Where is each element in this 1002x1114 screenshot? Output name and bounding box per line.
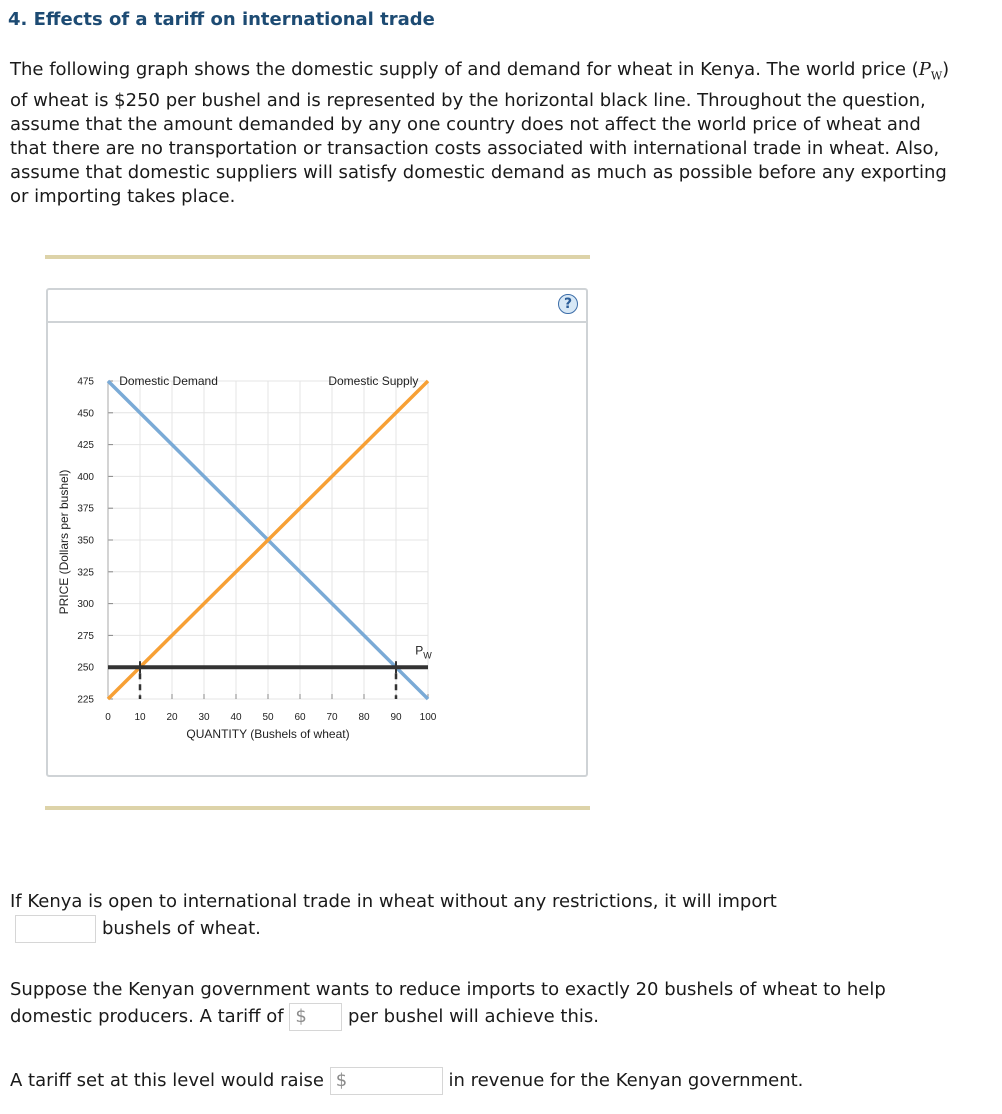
supply-label: Domestic Supply	[328, 374, 419, 388]
question-title: 4. Effects of a tariff on international trade	[8, 9, 435, 30]
x-tick-label: 10	[134, 712, 146, 723]
y-tick-label: 225	[77, 694, 94, 706]
y-axis-label: PRICE (Dollars per bushel)	[57, 469, 71, 615]
x-tick-label: 20	[166, 712, 178, 723]
x-tick-label: 80	[358, 712, 370, 723]
y-tick-label: 350	[77, 535, 94, 547]
world-price-symbol: $P_W$	[918, 59, 943, 83]
y-tick-label: 325	[77, 567, 94, 579]
q2-text-after: per bushel will achieve this.	[348, 1006, 599, 1027]
y-tick-label: 375	[77, 503, 94, 515]
question-3	[10, 1067, 970, 1095]
y-tick-label: 475	[77, 376, 94, 388]
x-tick-label: 60	[294, 712, 306, 723]
y-tick-label: 300	[77, 599, 94, 611]
y-tick-label: 450	[77, 408, 94, 420]
y-tick-label: 400	[77, 471, 94, 483]
q2-text-before: Suppose the Kenyan government wants to reduce imports to exactly 20 bushels of wheat to help domestic producers. A tariff of	[10, 979, 886, 1027]
x-tick-label: 30	[198, 712, 210, 723]
x-tick-label: 0	[105, 712, 111, 723]
demand-label: Domestic Demand	[119, 374, 218, 388]
imports-input[interactable]	[15, 915, 96, 943]
x-tick-label: 40	[230, 712, 242, 723]
q1-text-before: If Kenya is open to international trade in wheat without any restrictions, it will import	[10, 891, 777, 912]
question-1	[10, 889, 910, 943]
x-tick-label: 100	[419, 712, 437, 723]
world-price-label: $P_W$	[415, 643, 432, 661]
tariff-input[interactable]	[289, 1003, 342, 1031]
intro-text-part2: ) of wheat is $250 per bushel and is represented by the horizontal black line. Throughout the question, assume that the amount demanded by any one country does not affect the world price of wheat and that there are no transportation or transaction costs associated with international trade in wheat. Also, assume that domestic suppliers will satisfy domestic demand as much as possible before any exporting or importing takes place.	[10, 59, 950, 207]
x-tick-label: 90	[390, 712, 402, 723]
x-tick-label: 70	[326, 712, 338, 723]
y-tick-label: 425	[77, 440, 94, 452]
revenue-input[interactable]	[330, 1067, 443, 1095]
x-axis-label: QUANTITY (Bushels of wheat)	[186, 727, 350, 741]
y-tick-labels	[77, 377, 94, 706]
y-tick-label: 250	[77, 662, 94, 674]
question-2	[10, 977, 910, 1031]
x-tick-label: 50	[262, 712, 274, 723]
revenue-currency: $	[335, 1070, 348, 1091]
help-button[interactable]: ?	[558, 294, 578, 314]
x-tick-labels	[105, 712, 437, 723]
y-tick-label: 275	[77, 630, 94, 642]
q3-text-after: in revenue for the Kenyan government.	[448, 1070, 804, 1091]
tariff-currency: $	[295, 1006, 307, 1027]
q3-text-before: A tariff set at this level would raise	[10, 1070, 324, 1091]
bottom-divider	[45, 806, 590, 810]
intro-text-part1: The following graph shows the domestic supply of and demand for wheat in Kenya. The world price (	[10, 59, 919, 80]
q1-text-after: bushels of wheat.	[102, 918, 261, 939]
